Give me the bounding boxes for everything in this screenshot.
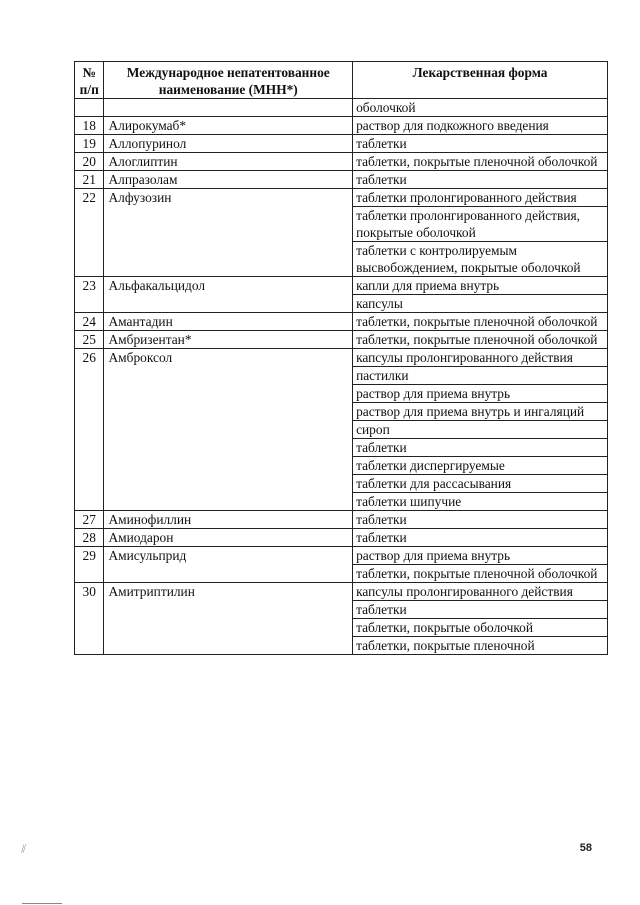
drug-name: Амброксол <box>104 349 353 511</box>
dosage-form: оболочкой <box>353 99 608 117</box>
dosage-form: таблетки шипучие <box>353 493 608 511</box>
drug-name: Амбризентан* <box>104 331 353 349</box>
dosage-form: таблетки для рассасывания <box>353 475 608 493</box>
dosage-form: таблетки пролонгированного действия, покрытые оболочкой <box>353 207 608 242</box>
table-row <box>75 153 608 171</box>
drug-table <box>74 61 608 655</box>
dosage-form: раствор для приема внутрь <box>353 385 608 403</box>
row-number: 26 <box>75 349 104 511</box>
table-row <box>75 277 608 295</box>
dosage-form: таблетки диспергируемые <box>353 457 608 475</box>
dosage-form: капсулы пролонгированного действия <box>353 349 608 367</box>
drug-name: Аминофиллин <box>104 511 353 529</box>
table-row <box>75 117 608 135</box>
drug-name <box>104 99 353 117</box>
dosage-form: таблетки <box>353 439 608 457</box>
drug-name: Алоглиптин <box>104 153 353 171</box>
table-row <box>75 583 608 601</box>
dosage-form: таблетки <box>353 529 608 547</box>
dosage-form: таблетки <box>353 511 608 529</box>
dosage-form: раствор для приема внутрь <box>353 547 608 565</box>
drug-name: Аллопуринол <box>104 135 353 153</box>
table-row <box>75 99 608 117</box>
dosage-form: капли для приема внутрь <box>353 277 608 295</box>
drug-name: Алпразолам <box>104 171 353 189</box>
page-number: 58 <box>579 842 592 854</box>
row-number: 28 <box>75 529 104 547</box>
dosage-form: пастилки <box>353 367 608 385</box>
dosage-form: таблетки, покрытые пленочной оболочкой <box>353 153 608 171</box>
dosage-form: таблетки, покрытые пленочной оболочкой <box>353 331 608 349</box>
dosage-form: таблетки, покрытые оболочкой <box>353 619 608 637</box>
table-row <box>75 171 608 189</box>
dosage-form: сироп <box>353 421 608 439</box>
dosage-form: капсулы пролонгированного действия <box>353 583 608 601</box>
dosage-form: раствор для приема внутрь и ингаляций <box>353 403 608 421</box>
dosage-form: таблетки <box>353 171 608 189</box>
table-header-row <box>75 62 608 99</box>
dosage-form: таблетки, покрытые пленочной оболочкой <box>353 565 608 583</box>
table-row <box>75 349 608 367</box>
drug-name: Альфакальцидол <box>104 277 353 313</box>
drug-name: Амиодарон <box>104 529 353 547</box>
dosage-form: таблетки, покрытые пленочной оболочкой <box>353 313 608 331</box>
scan-mark: ⁄⁄ <box>20 842 28 856</box>
row-number: 19 <box>75 135 104 153</box>
dosage-form: таблетки <box>353 135 608 153</box>
header-name: Международное непатентованное наименование (МНН*) <box>104 62 353 99</box>
drug-name: Амантадин <box>104 313 353 331</box>
drug-name: Амитриптилин <box>104 583 353 655</box>
header-form: Лекарственная форма <box>353 62 608 99</box>
table-row <box>75 189 608 207</box>
drug-name: Алфузозин <box>104 189 353 277</box>
row-number <box>75 99 104 117</box>
drug-name: Амисульприд <box>104 547 353 583</box>
dosage-form: таблетки, покрытые пленочной <box>353 637 608 655</box>
row-number: 29 <box>75 547 104 583</box>
row-number: 23 <box>75 277 104 313</box>
dosage-form: таблетки <box>353 601 608 619</box>
drug-name: Алирокумаб* <box>104 117 353 135</box>
row-number: 18 <box>75 117 104 135</box>
table-body <box>75 99 608 655</box>
dosage-form: раствор для подкожного введения <box>353 117 608 135</box>
row-number: 22 <box>75 189 104 277</box>
dosage-form: таблетки пролонгированного действия <box>353 189 608 207</box>
dosage-form: таблетки с контролируемым высвобождением, покрытые оболочкой <box>353 242 608 277</box>
row-number: 24 <box>75 313 104 331</box>
row-number: 21 <box>75 171 104 189</box>
table-row <box>75 511 608 529</box>
row-number: 30 <box>75 583 104 655</box>
table-row <box>75 529 608 547</box>
dosage-form: капсулы <box>353 295 608 313</box>
header-num: № п/п <box>75 62 104 99</box>
table-row <box>75 135 608 153</box>
row-number: 25 <box>75 331 104 349</box>
scan-line <box>22 903 62 904</box>
table-row <box>75 547 608 565</box>
table-row <box>75 331 608 349</box>
row-number: 27 <box>75 511 104 529</box>
table-row <box>75 313 608 331</box>
row-number: 20 <box>75 153 104 171</box>
